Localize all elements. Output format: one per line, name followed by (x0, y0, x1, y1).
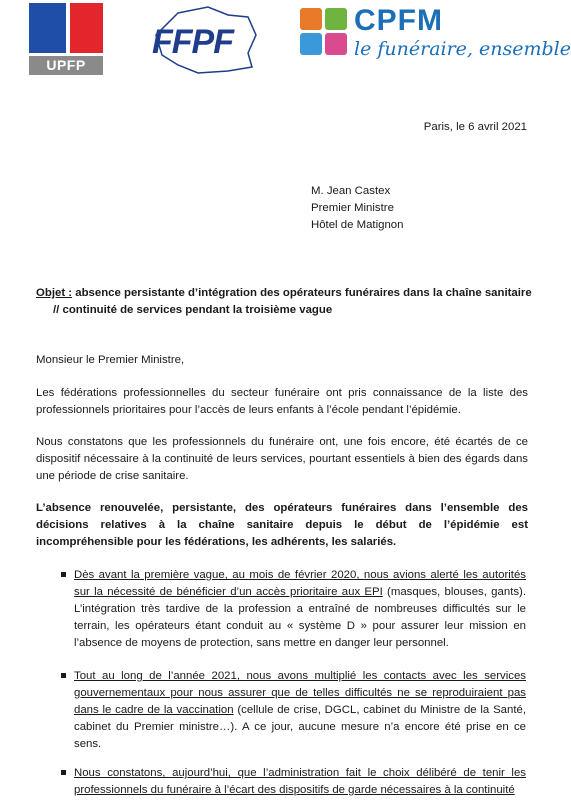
bullet-item-1 (74, 567, 526, 652)
cpfm-logo (300, 4, 571, 68)
recipient-title: Premier Ministre (311, 202, 394, 214)
bullet-2-text: (cellule de crise, DGCL, cabinet du Ministre de la Santé, cabinet du Premier ministre…). A ce jour, aucune mesure n’a encore été prise en ce sens. (74, 704, 526, 750)
bullet-icon (61, 572, 66, 577)
bullet-icon (61, 673, 66, 678)
upfp-logo-red-block (70, 3, 103, 53)
subject-line-2: // continuité de services pendant la troisième vague (53, 304, 333, 316)
subject-label: Objet : (36, 287, 73, 299)
recipient-address (311, 183, 403, 234)
recipient-name: M. Jean Castex (311, 185, 391, 197)
upfp-logo-text: UPFP (29, 56, 103, 75)
cpfm-colored-squares-icon (300, 8, 348, 56)
bullet-1-text: (masques, blouses, gants). L’intégration très tardive de la profession a entraîné de nombreuses difficultés sur le terrain, les opérateurs étant conduit au « système D » pour assurer leur mission en l’absence de moyens de protection, sans mettre en danger leur personnel. (74, 586, 527, 649)
upfp-logo (29, 3, 103, 75)
ffpf-logo (148, 5, 263, 75)
paragraph-1: Les fédérations professionnelles du secteur funéraire ont pris connaissance de la liste des professionnels prioritaires pour l’accès de leurs enfants à l’école pendant l’épidémie. (36, 387, 528, 416)
letterhead-logos (0, 0, 571, 80)
cpfm-tagline: le funéraire, ensemble (354, 38, 571, 60)
letter-date: Paris, le 6 avril 2021 (423, 121, 527, 133)
bullet-icon (61, 770, 66, 775)
bullet-item-3 (74, 765, 526, 799)
recipient-place: Hôtel de Matignon (311, 219, 404, 231)
paragraph-3: L’absence renouvelée, persistante, des opérateurs funéraires dans l’ensemble des décisions relatives à la chaîne sanitaire depuis le début de l’épidémie est incompréhensible pour les fédérations, les adhérents, les salariés. (36, 502, 528, 548)
letter-subject (36, 285, 536, 319)
subject-line-1: absence persistante d’intégration des opérateurs funéraires dans la chaîne sanitaire (75, 287, 532, 299)
ffpf-logo-text: FFPF (152, 23, 233, 61)
bullet-2-underlined: Tout au long de l’année 2021, nous avons multiplié les contacts avec les services gouvernementaux pour nous assurer que de telles difficultés ne se reproduiraient pas dans le cadre de la vaccination (74, 670, 526, 716)
cpfm-logo-text: CPFM (354, 4, 443, 37)
bullet-3-underlined: Nous constatons, aujourd’hui, que l’administration fait le choix délibéré de tenir les professionnels du funéraire à l’écart des dispositifs de garde nécessaires à la continuité (74, 767, 526, 796)
paragraph-2: Nous constatons que les professionnels du funéraire ont, une fois encore, été écartés de ce dispositif nécessaire à la continuité de leurs services, pourtant essentiels à bien des égards dans une période de crise sanitaire. (36, 436, 528, 482)
salutation: Monsieur le Premier Ministre, (36, 354, 185, 366)
bullet-item-2 (74, 668, 526, 753)
bullet-1-underlined: Dès avant la première vague, au mois de février 2020, nous avions alerté les autorités sur la nécessité de bénéficier d’un accès prioritaire aux EPI (74, 569, 526, 598)
upfp-logo-blue-block (29, 3, 66, 53)
